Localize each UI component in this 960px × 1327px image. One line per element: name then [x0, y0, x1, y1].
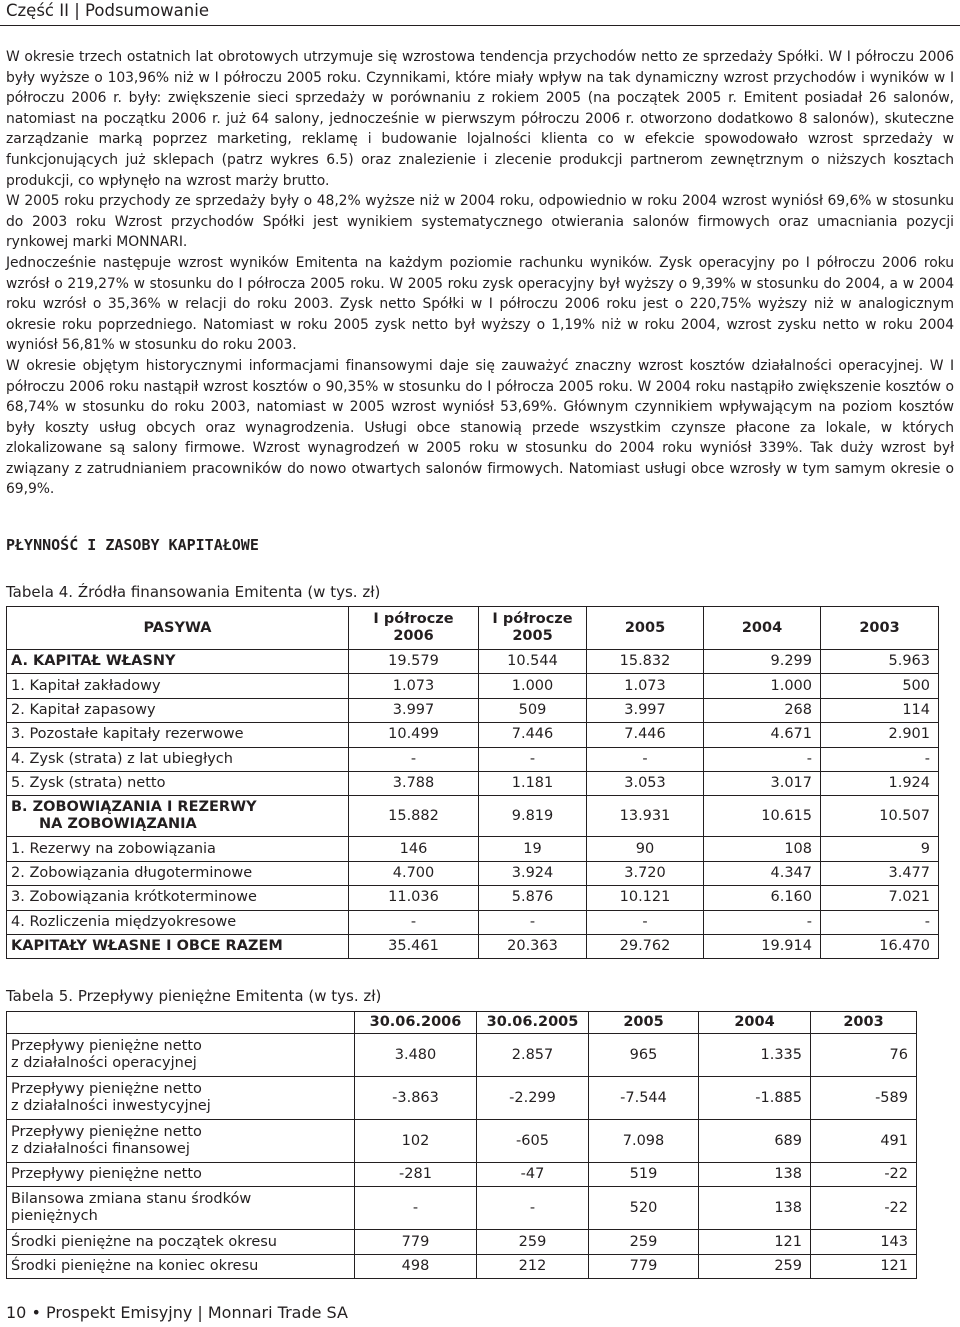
table-cell: 10.121 [587, 886, 704, 910]
table4-caption: Tabela 4. Źródła finansowania Emitenta (w tys. zł) [6, 583, 381, 601]
table-cell: 19 [479, 837, 587, 861]
row-label-line: Środki pieniężne na początek okresu [11, 1233, 277, 1250]
table-row [7, 886, 939, 910]
column-header: 2004 [704, 607, 821, 650]
table-cell: 19.914 [704, 934, 821, 958]
row-label [7, 886, 349, 910]
table-cell: 500 [821, 674, 939, 698]
table-cell: - [477, 1187, 589, 1230]
body-text [6, 47, 954, 500]
row-label [7, 1230, 355, 1254]
table-cell: 35.461 [349, 934, 479, 958]
table-cell: 90 [587, 837, 704, 861]
row-label [7, 837, 349, 861]
table-cell: 7.021 [821, 886, 939, 910]
row-label [7, 771, 349, 795]
table-row [7, 1187, 917, 1230]
table-cell: 76 [811, 1034, 917, 1077]
table-cell: 13.931 [587, 796, 704, 837]
table-cell: 1.181 [479, 771, 587, 795]
table-cell: 143 [811, 1230, 917, 1254]
table-cell: 138 [699, 1187, 811, 1230]
table-cell: 19.579 [349, 650, 479, 674]
row-label-line: 1. Kapitał zakładowy [11, 677, 161, 694]
table-cell: 3.997 [587, 698, 704, 722]
table-cell: 259 [477, 1230, 589, 1254]
row-label [7, 698, 349, 722]
row-label-line: z działalności operacyjnej [11, 1055, 197, 1071]
table-cell: - [349, 747, 479, 771]
table-cell: 20.363 [479, 934, 587, 958]
table-cell: 268 [704, 698, 821, 722]
column-header: PASYWA [7, 607, 349, 650]
table-cell: 3.997 [349, 698, 479, 722]
row-label-line: Środki pieniężne na koniec okresu [11, 1257, 259, 1274]
table-cell: 7.098 [589, 1120, 699, 1163]
table-cell: - [349, 910, 479, 934]
page-header: Część II | Podsumowanie [6, 1, 209, 20]
column-header: 30.06.2006 [355, 1012, 477, 1034]
table-cell: 121 [699, 1230, 811, 1254]
table-cell: 3.788 [349, 771, 479, 795]
paragraph: W okresie objętym historycznymi informacjami finansowymi daje się zauważyć znaczny wzrost kosztów działalności operacyjnej. W I półroczu 2006 roku nastąpił wzrost kosztów o 90,35% w stosunku do I półrocza 2005 roku. W 2004 roku nastąpiło zwiększenie kosztów o 68,74% w stosunku do roku 2003, natomiast w 2005 wzrost wyniósł 53,69%. Głównym czynnikiem wpływającym na poziom kosztów były koszty usług obcych oraz wynagrodzenia. Usługi obce stanowią przede wszystkim czynsze płacone za lokale, w których zlokalizowane są salony firmowe. Wzrost wynagrodzeń w 2005 roku w stosunku do 2004 roku wyniósł 339%. Tak duży wzrost był związany z zatrudnianiem pracowników do nowo otwartych salonów firmowych. Natomiast usługi obce wzrosły w tym samym okresie o 69,9%. [6, 357, 954, 498]
table-cell: 1.000 [479, 674, 587, 698]
table-cell: 1.073 [349, 674, 479, 698]
row-label-line: z działalności finansowej [11, 1141, 190, 1157]
table-cell: 1.073 [587, 674, 704, 698]
section-heading: PŁYNNOŚĆ I ZASOBY KAPITAŁOWE [6, 536, 259, 554]
table-cell: 3.477 [821, 861, 939, 885]
paragraph: Jednocześnie następuje wzrost wyników Emitenta na każdym poziomie rachunku wyników. Zysk operacyjny po I półroczu 2006 roku wzrósł o 219,27% w stosunku do I półrocza 2005 roku. W 2005 roku zysk operacyjny był wyższy o 9,39% w stosunku do 2004, a w 2004 roku wzrósł o 35,36% w relacji do roku 2003. Zysk netto Spółki w I półroczu 2006 roku jest o 220,75% wyższy niż w analogicznym okresie roku poprzedniego. Natomiast w roku 2005 zysk netto był wyższy o 1,19% niż w roku 2004, wzrost zysku netto w roku 2004 wyniósł 56,81% w stosunku do roku 2003. [6, 254, 954, 354]
row-label-line: 3. Zobowiązania krótkoterminowe [11, 889, 257, 906]
column-header: 2003 [811, 1012, 917, 1034]
table-row [7, 1034, 917, 1077]
column-header: 2003 [821, 607, 939, 650]
header-divider [0, 25, 960, 26]
table-row [7, 861, 939, 885]
row-label-line: NA ZOBOWIĄZANIA [39, 816, 197, 833]
table-cell: 498 [355, 1254, 477, 1278]
table-cell: - [355, 1187, 477, 1230]
table-cell: 1.924 [821, 771, 939, 795]
row-label [7, 1163, 355, 1187]
row-label-line: B. ZOBOWIĄZANIA I REZERWY [11, 799, 257, 816]
table-cell: 5.876 [479, 886, 587, 910]
table-row [7, 674, 939, 698]
table-cell: 15.882 [349, 796, 479, 837]
table-cell: 11.036 [349, 886, 479, 910]
table-cell: -605 [477, 1120, 589, 1163]
row-label-line: 2. Zobowiązania długoterminowe [11, 864, 253, 881]
table-cell: 15.832 [587, 650, 704, 674]
table-cell: 4.700 [349, 861, 479, 885]
table-row [7, 1254, 917, 1278]
table-cell: 7.446 [587, 723, 704, 747]
table-cell: 491 [811, 1120, 917, 1163]
table-cell: - [704, 910, 821, 934]
table-cell: 10.615 [704, 796, 821, 837]
table-cell: 146 [349, 837, 479, 861]
table-cell: - [587, 910, 704, 934]
row-label-line: Przepływy pieniężne netto [11, 1081, 202, 1097]
table-cell: 138 [699, 1163, 811, 1187]
row-label-line: 3. Pozostałe kapitały rezerwowe [11, 726, 244, 743]
paragraph: W okresie trzech ostatnich lat obrotowych utrzymuje się wzrostowa tendencja przychodów netto ze sprzedaży Spółki. W I półroczu 2006 były wyższe o 103,96% niż w I półroczu 2005 roku. Czynnikami, które miały wpływ na tak dynamiczny wzrost przychodów i wyników w I półroczu 2006 r. były: zwiększenie sieci sprzedaży w porównaniu z rokiem 2005 (na początek 2005 r. Emitent posiadał 26 salonów, natomiast na początku 2006 r. już 64 salony, jednocześnie w pierwszym półroczu 2006 r. otworzono dodatkowo 8 salonów), skuteczne zarządzanie marką poprzez marketing, reklamę i budowanie lojalności klienta co w efekcie spowodowało wzrost sprzedaży w funkcjonujących już sklepach (patrz wykres 6.5) oraz znalezienie i zlecenie produkcji partnerom zewnętrznym o niższych kosztach produkcji, co wpłynęło na wzrost marży brutto. [6, 49, 954, 189]
column-header: 2004 [699, 1012, 811, 1034]
table-cell: 3.017 [704, 771, 821, 795]
table-header-row [7, 607, 939, 650]
table-cell: -22 [811, 1163, 917, 1187]
table-row [7, 771, 939, 795]
table-cell: - [821, 747, 939, 771]
table-cell: - [479, 910, 587, 934]
table-cell: -7.544 [589, 1077, 699, 1120]
table-row [7, 747, 939, 771]
table-cell: 4.671 [704, 723, 821, 747]
row-label-line: z działalności inwestycyjnej [11, 1098, 211, 1114]
table-cell: 779 [355, 1230, 477, 1254]
table-cell: -2.299 [477, 1077, 589, 1120]
table-row [7, 796, 939, 837]
page-footer: 10 • Prospekt Emisyjny | Monnari Trade SA [6, 1303, 348, 1322]
row-label-line: pieniężnych [11, 1208, 98, 1225]
table-cell: 212 [477, 1254, 589, 1278]
row-label [7, 1187, 355, 1230]
table-cell: 114 [821, 698, 939, 722]
table-cell: 689 [699, 1120, 811, 1163]
column-header: 2005 [587, 607, 704, 650]
table-cell: 10.499 [349, 723, 479, 747]
table-row [7, 650, 939, 674]
row-label [7, 861, 349, 885]
table5-caption: Tabela 5. Przepływy pieniężne Emitenta (w tys. zł) [6, 987, 382, 1005]
row-label [7, 1077, 355, 1120]
row-label [7, 796, 349, 837]
table-cell: 108 [704, 837, 821, 861]
table-cell: 2.901 [821, 723, 939, 747]
table-cell: 519 [589, 1163, 699, 1187]
table-cell: 9.819 [479, 796, 587, 837]
row-label-line: A. KAPITAŁ WŁASNY [11, 653, 176, 670]
table-cell: 6.160 [704, 886, 821, 910]
table-cell: 965 [589, 1034, 699, 1077]
row-label [7, 650, 349, 674]
table-cell: 10.544 [479, 650, 587, 674]
table-row [7, 934, 939, 958]
row-label-line: Przepływy pieniężne netto [11, 1038, 202, 1054]
table-cell: -3.863 [355, 1077, 477, 1120]
table-cell: 520 [589, 1187, 699, 1230]
table-cell: -47 [477, 1163, 589, 1187]
row-label-line: Przepływy pieniężne netto [11, 1124, 202, 1140]
row-label [7, 674, 349, 698]
row-label-line: 4. Rozliczenia międzyokresowe [11, 913, 237, 930]
table-cell: 5.963 [821, 650, 939, 674]
row-label-line: KAPITAŁY WŁASNE I OBCE RAZEM [11, 938, 283, 955]
table-row [7, 1163, 917, 1187]
cash-flow-table [6, 1011, 917, 1279]
table-cell: -22 [811, 1187, 917, 1230]
table-row [7, 698, 939, 722]
table-cell: -281 [355, 1163, 477, 1187]
table-cell: 3.924 [479, 861, 587, 885]
table-row [7, 837, 939, 861]
table-cell: - [587, 747, 704, 771]
row-label-line: 2. Kapitał zapasowy [11, 701, 156, 718]
row-label [7, 1254, 355, 1278]
table-cell: 2.857 [477, 1034, 589, 1077]
row-label-line: Przepływy pieniężne netto [11, 1166, 202, 1183]
table-cell: 3.053 [587, 771, 704, 795]
table-cell: 779 [589, 1254, 699, 1278]
paragraph: W 2005 roku przychody ze sprzedaży były o 48,2% wyższe niż w 2004 roku, odpowiednio w roku 2004 wzrost wyniósł 69,6% w stosunku do 2003 roku Wzrost przychodów Spółki jest wynikiem systematycznego otwierania salonów firmowych oraz umacniania pozycji rynkowej marki MONNARI. [6, 193, 954, 251]
table-row [7, 910, 939, 934]
table-cell: - [821, 910, 939, 934]
table-row [7, 1120, 917, 1163]
table-cell: 3.720 [587, 861, 704, 885]
row-label [7, 1120, 355, 1163]
financing-sources-table [6, 606, 939, 959]
table-cell: -1.885 [699, 1077, 811, 1120]
table-cell: 259 [699, 1254, 811, 1278]
table-cell: 16.470 [821, 934, 939, 958]
column-header: 30.06.2005 [477, 1012, 589, 1034]
table-row [7, 1077, 917, 1120]
column-header: 2005 [589, 1012, 699, 1034]
row-label-line: 5. Zysk (strata) netto [11, 775, 166, 792]
table-cell: -589 [811, 1077, 917, 1120]
table-cell: 259 [589, 1230, 699, 1254]
table-cell: 102 [355, 1120, 477, 1163]
table-cell: 9 [821, 837, 939, 861]
row-label-line: 1. Rezerwy na zobowiązania [11, 840, 216, 857]
column-header [7, 1012, 355, 1034]
table-row [7, 1230, 917, 1254]
row-label [7, 747, 349, 771]
table-cell: - [479, 747, 587, 771]
table-cell: 121 [811, 1254, 917, 1278]
table-cell: 7.446 [479, 723, 587, 747]
row-label [7, 723, 349, 747]
table-cell: 10.507 [821, 796, 939, 837]
row-label-line: Bilansowa zmiana stanu środków [11, 1191, 252, 1208]
row-label [7, 910, 349, 934]
row-label [7, 1034, 355, 1077]
column-header: I półrocze 2005 [479, 607, 587, 650]
row-label [7, 934, 349, 958]
table-cell: 29.762 [587, 934, 704, 958]
table-header-row [7, 1012, 917, 1034]
column-header: I półrocze 2006 [349, 607, 479, 650]
table-row [7, 723, 939, 747]
table-cell: 1.335 [699, 1034, 811, 1077]
table-cell: - [704, 747, 821, 771]
table-cell: 9.299 [704, 650, 821, 674]
table-cell: 3.480 [355, 1034, 477, 1077]
row-label-line: 4. Zysk (strata) z lat ubiegłych [11, 750, 233, 767]
table-cell: 4.347 [704, 861, 821, 885]
table-cell: 509 [479, 698, 587, 722]
table-cell: 1.000 [704, 674, 821, 698]
